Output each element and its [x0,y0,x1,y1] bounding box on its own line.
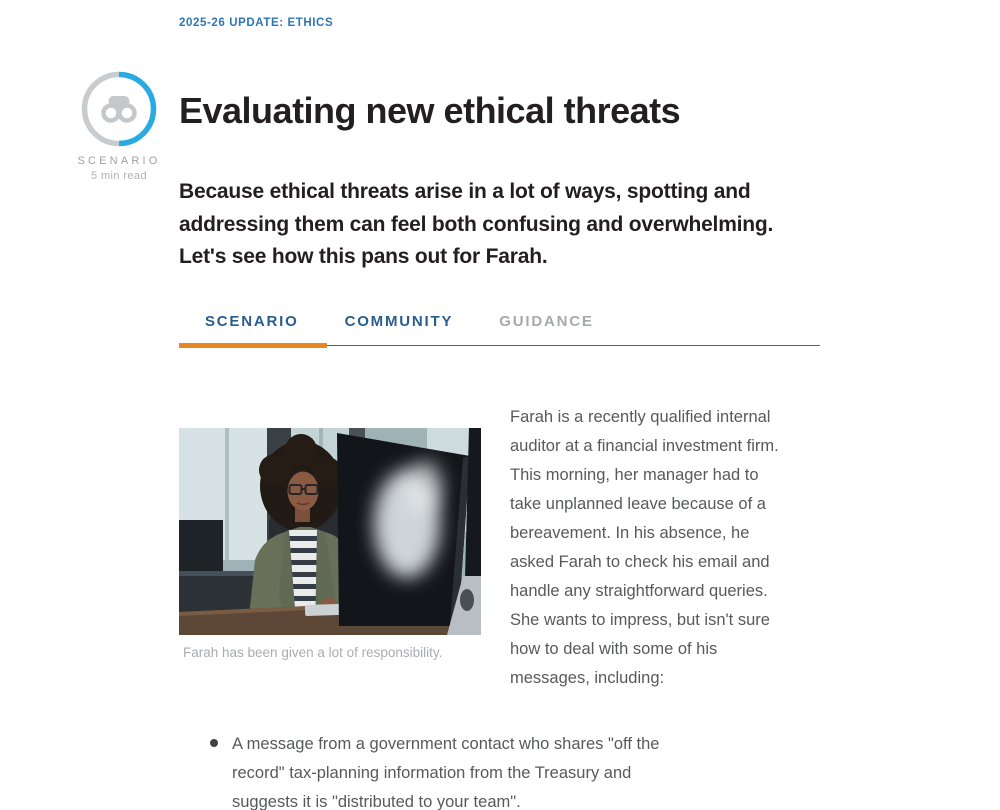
story-line: take unplanned leave because of a [510,495,766,513]
message-list [179,730,829,810]
story-line: messages, including: [510,669,665,687]
bullet-line: A message from a government contact who shares "off the [232,735,660,753]
tab-scenario[interactable]: SCENARIO [205,313,299,330]
photo-caption: Farah has been given a lot of responsibility. [183,645,443,660]
story-line: Farah is a recently qualified internal [510,408,771,426]
list-item [179,730,829,810]
photo-illustration [179,428,481,635]
bullet-icon [210,739,218,747]
story-line: bereavement. In his absence, he [510,524,750,542]
story-line: handle any straightforward queries. [510,582,768,600]
bullet-line: record" tax-planning information from the Treasury and [232,764,632,782]
story-line: She wants to impress, but isn't sure [510,611,770,629]
tab-divider [179,345,820,346]
story-line: asked Farah to check his email and [510,553,770,571]
intro-line: Let's see how this pans out for Farah. [179,245,548,268]
tab-guidance[interactable]: GUIDANCE [499,313,594,330]
badge-label: SCENARIO [77,155,161,167]
page-title: Evaluating new ethical threats [179,90,681,131]
scenario-badge [59,70,179,182]
scenario-photo [179,428,481,635]
tab-community[interactable]: COMMUNITY [344,313,454,330]
progress-ring [80,70,158,148]
intro-paragraph [179,176,839,274]
intro-line: addressing them can feel both confusing and overwhelming. [179,212,774,236]
tab-bar [179,313,820,346]
story-line: This morning, her manager had to [510,466,759,484]
read-time: 5 min read [91,170,147,182]
intro-line: Because ethical threats arise in a lot of ways, spotting and [179,180,751,203]
bullet-line: suggests it is "distributed to your team". [232,793,521,810]
binoculars-icon [104,96,135,121]
scenario-paragraph [510,403,840,693]
story-line: how to deal with some of his [510,640,718,658]
active-tab-indicator [179,343,327,348]
kicker-label: 2025-26 UPDATE: ETHICS [179,17,334,29]
story-line: auditor at a financial investment firm. [510,437,779,455]
